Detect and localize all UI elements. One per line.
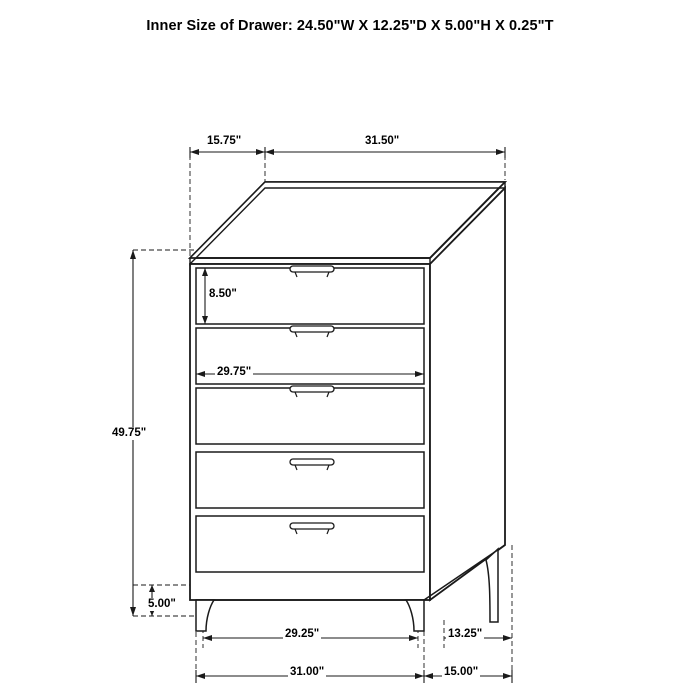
dim-leg-height: 5.00" [148, 598, 176, 610]
dim-front-width: 31.00" [290, 666, 325, 678]
dim-side-depth: 13.25" [448, 628, 483, 640]
dim-overall-depth: 15.00" [444, 666, 479, 678]
dim-width-top: 31.50" [365, 135, 400, 147]
dim-drawer-height: 8.50" [209, 288, 237, 300]
dim-drawer-width: 29.75" [217, 366, 252, 378]
dim-front-inner-width: 29.25" [285, 628, 320, 640]
dim-total-height: 49.75" [112, 427, 147, 439]
dim-depth-top: 15.75" [207, 135, 242, 147]
page-title: Inner Size of Drawer: 24.50"W X 12.25"D X 5.00"H X 0.25"T [146, 18, 554, 34]
